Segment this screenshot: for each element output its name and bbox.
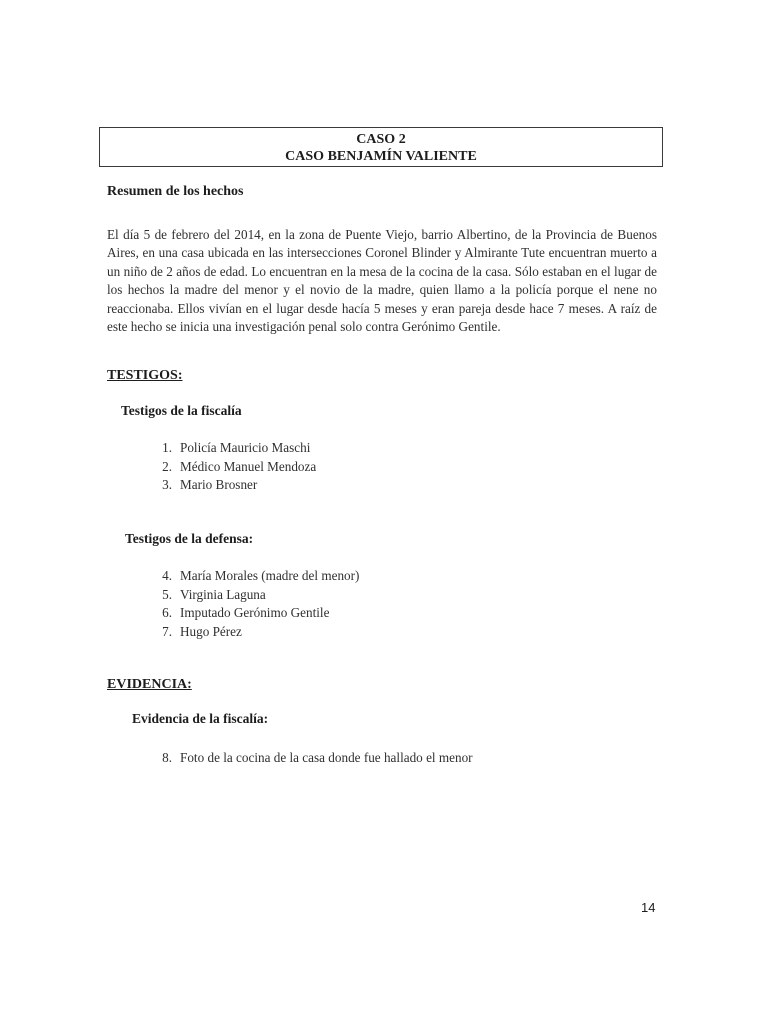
prosecution-witnesses-heading: Testigos de la fiscalía (121, 403, 242, 418)
list-item: 2. Médico Manuel Mendoza (162, 458, 317, 474)
evidence-list (150, 749, 473, 768)
case-label: CASO 2 (356, 132, 406, 147)
case-title-box (99, 127, 663, 167)
witnesses-heading: TESTIGOS: (107, 368, 183, 383)
evidence-heading: EVIDENCIA: (107, 677, 192, 692)
list-item: 5. Virginia Laguna (162, 586, 266, 602)
defense-witness-list (150, 567, 359, 641)
list-item: 4. María Morales (madre del menor) (162, 568, 360, 583)
list-item: 7. Hugo Pérez (162, 623, 242, 639)
list-item: 1. Policía Mauricio Maschi (162, 440, 311, 455)
list-item: 6. Imputado Gerónimo Gentile (162, 605, 330, 620)
defense-witnesses-heading: Testigos de la defensa: (125, 531, 254, 546)
summary-paragraph: El día 5 de febrero del 2014, en la zona de Puente Viejo, barrio Albertino, de la Provincia de Buenos Aires, en una casa ubicada en las intersecciones Coronel Blinder y Almirante Tute encuentran muerto a un niño de 2 años de edad. Lo encuentran en la mesa de la cocina de la casa. Sólo estaban en el lugar de los hechos la madre del menor y el novio de la madre, quien llamo a la policía porque el nene no reaccionaba. Ellos vivían en el lugar desde hacía 5 meses y eran pareja desde hace 7 meses. A raíz de este hecho se inicia una investigación penal solo contra Gerónimo Gentile. (107, 227, 657, 335)
summary-heading: Resumen de los hechos (107, 184, 244, 199)
list-item: 3. Mario Brosner (162, 477, 258, 492)
list-item: 8. Foto de la cocina de la casa donde fue hallado el menor (162, 750, 473, 765)
prosecution-witness-list (150, 439, 316, 495)
page-number: 14 (641, 900, 656, 915)
case-title: CASO BENJAMÍN VALIENTE (285, 149, 477, 164)
prosecution-evidence-heading: Evidencia de la fiscalía: (132, 711, 269, 726)
